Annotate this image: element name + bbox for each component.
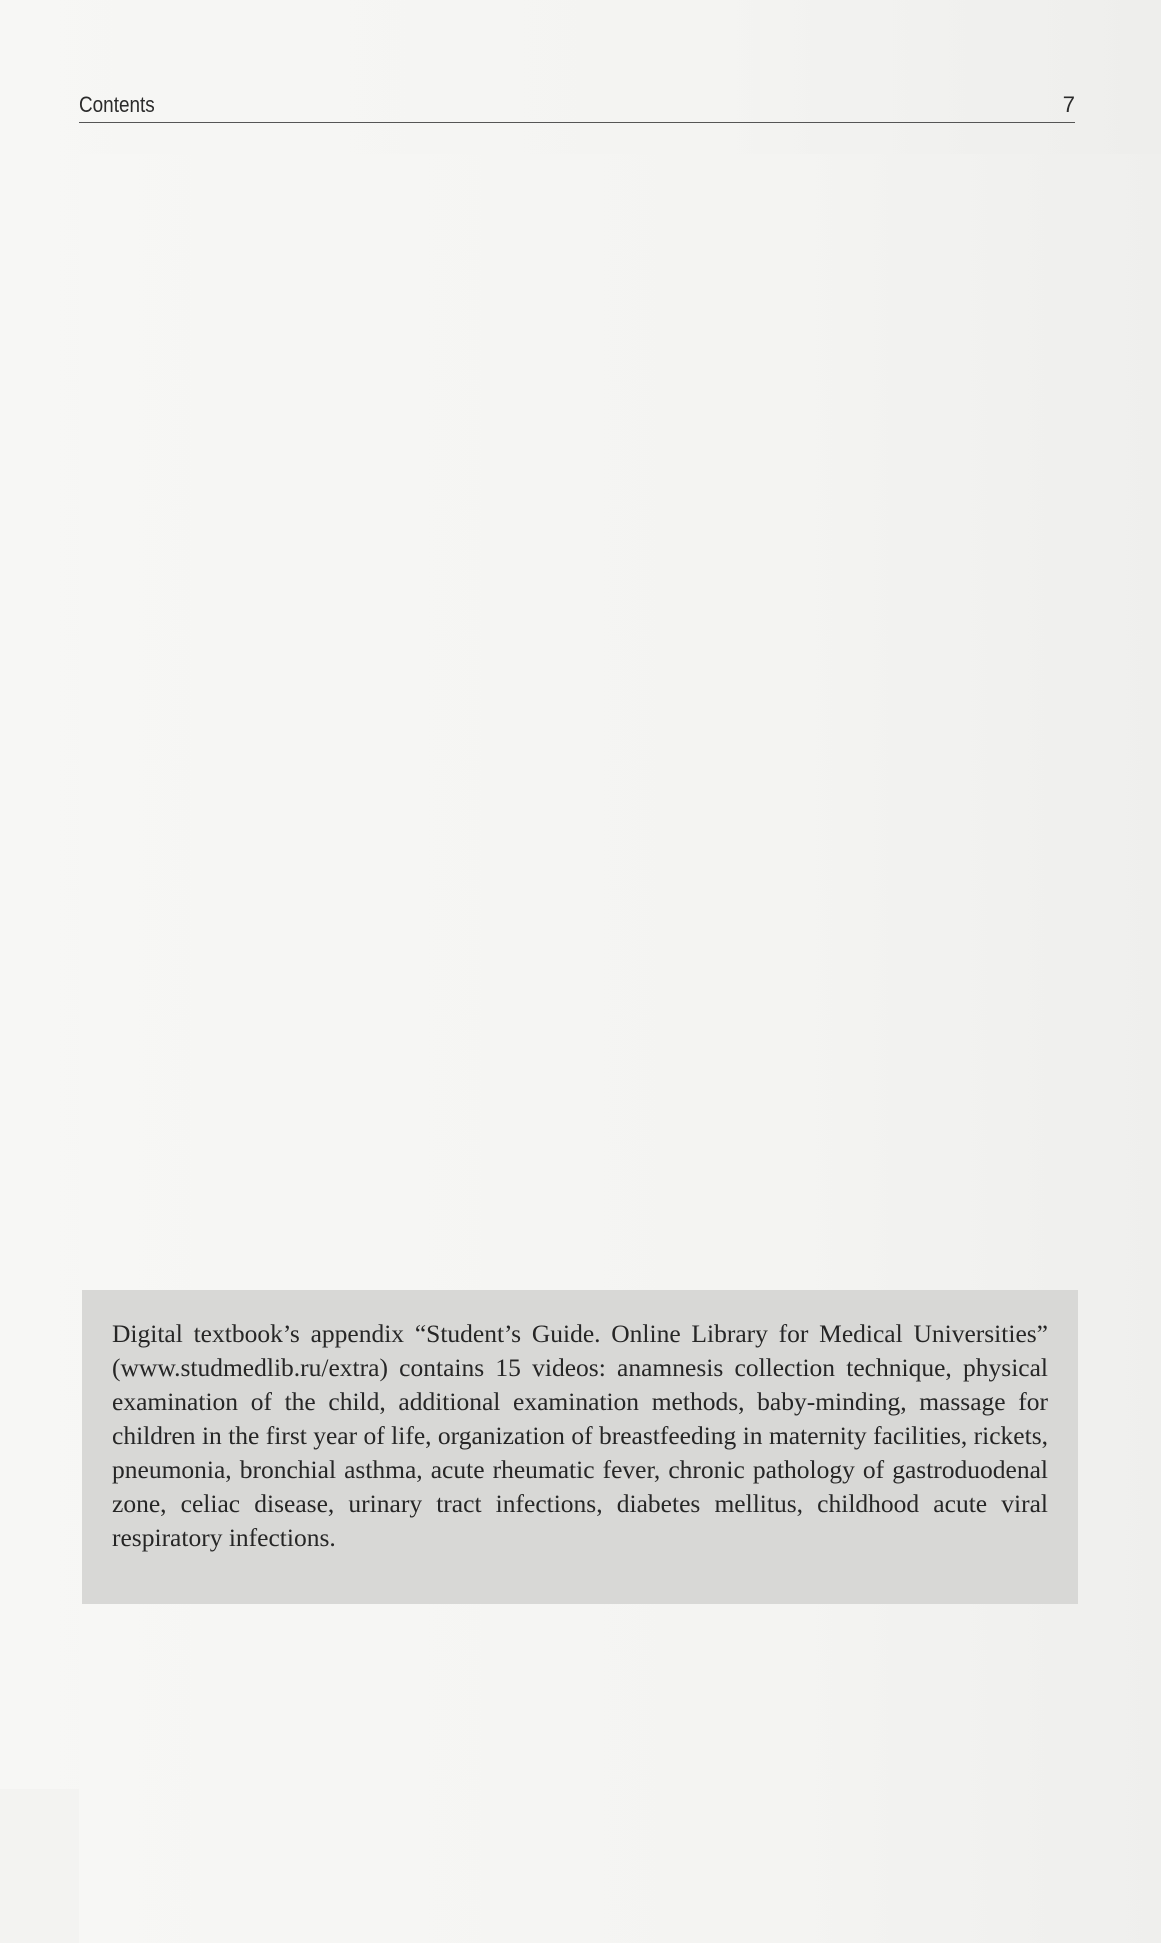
page-number: 7 [1062, 92, 1075, 117]
note-text: Digital textbook’s appendix “Student’s Guide. Online Library for Medical Universities” (www.studmedlib.ru/extra) contains 15 videos: anamnesis collection technique, physical examination of the child, additional examination methods, baby-minding, massage for children in the first year of life, organization of breastfeeding in maternity facilities, rickets, pneumonia, bronchial asthma, acute rheumatic fever, chronic pathology of gastroduodenal zone, celiac disease, urinary tract infections, diabetes mellitus, childhood acute viral respiratory infections. [112, 1319, 1048, 1552]
running-title: Contents [79, 92, 155, 117]
toc-chapter-row [79, 1207, 1075, 1241]
table-of-contents [79, 154, 1075, 1241]
digital-appendix-note [82, 1290, 1078, 1604]
page-header [79, 90, 1075, 123]
toc-page-number [79, 154, 1161, 1943]
